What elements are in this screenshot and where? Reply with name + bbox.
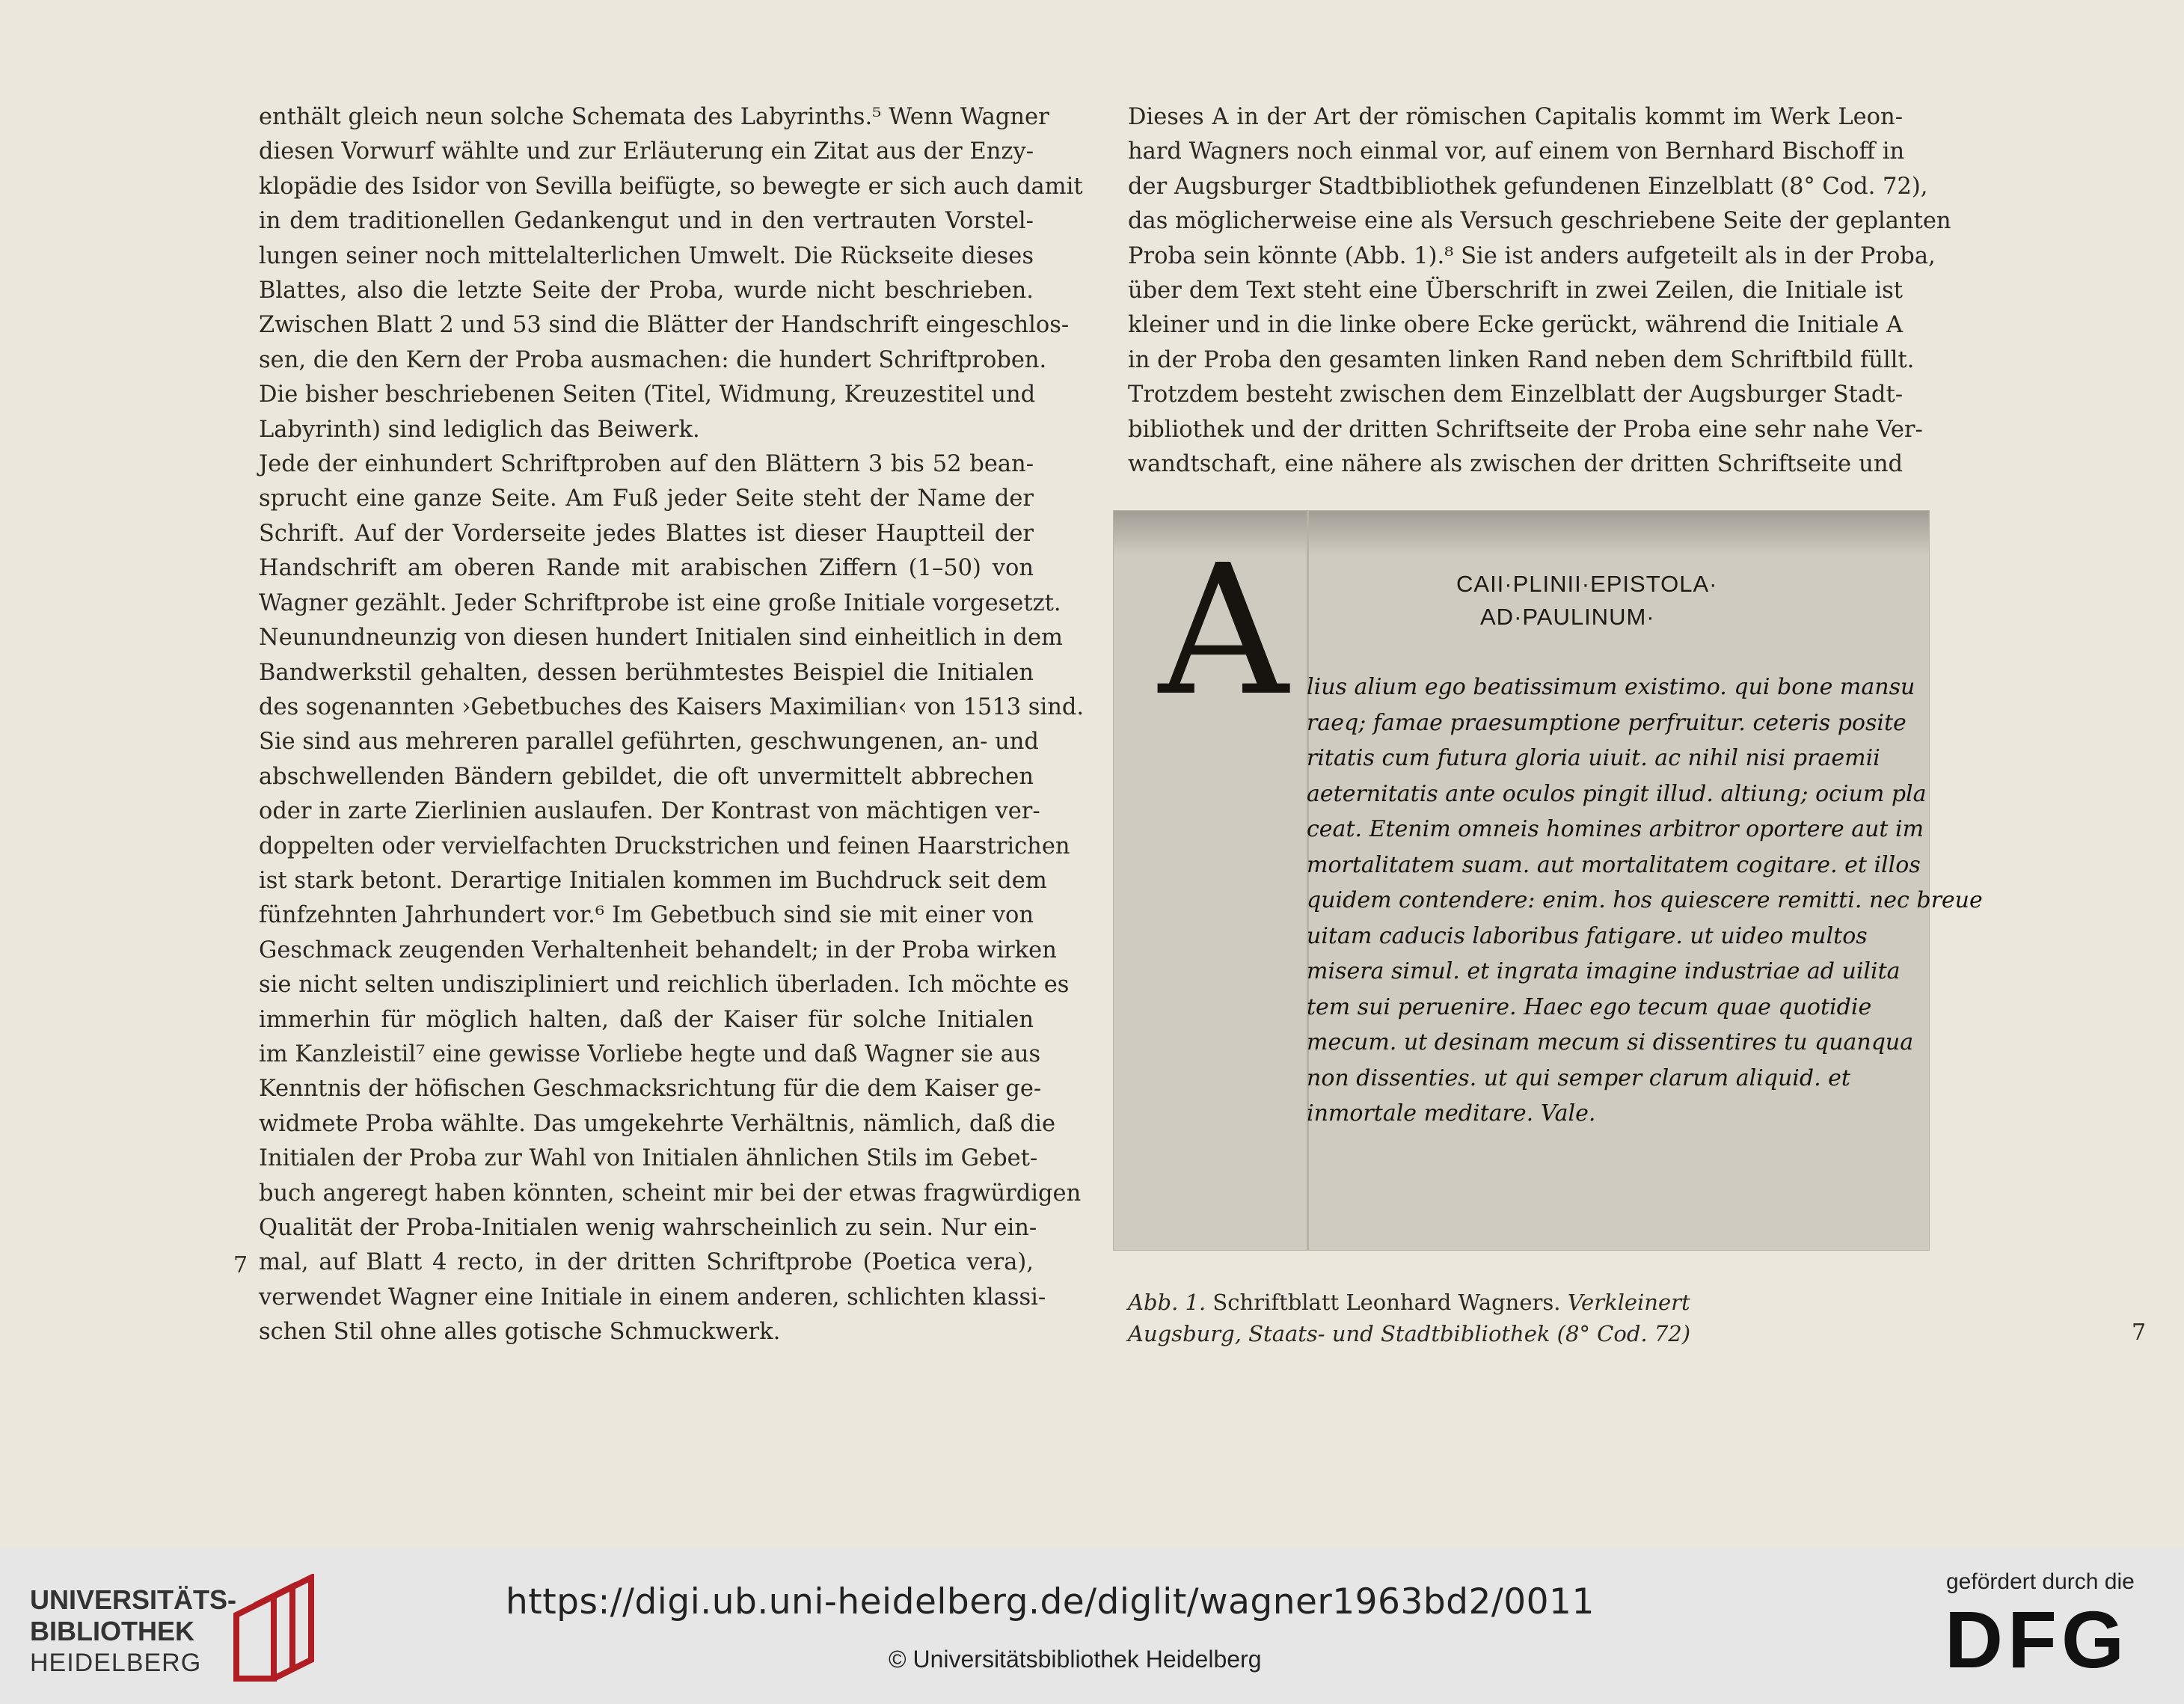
text-line: sie nicht selten undiszipliniert und reichlich überladen. Ich möchte es bbox=[259, 972, 1070, 999]
text-line: das möglicherweise eine als Versuch geschriebene Seite der geplanten bbox=[1128, 208, 1951, 235]
facsimile-initial: A bbox=[1159, 526, 1289, 735]
caption-text: Schriftblatt Leonhard Wagners. bbox=[1212, 1290, 1561, 1315]
copyright-notice: © Universitätsbibliothek Heidelberg bbox=[889, 1646, 1262, 1673]
facsimile-line: ceat. Etenim omneis homines arbitror oportere aut im bbox=[1307, 816, 1924, 842]
text-line: kleiner und in die linke obere Ecke gerückt, während die Initiale A bbox=[1128, 312, 1903, 339]
facsimile-line: quidem contendere: enim. hos quiescere remitti. nec breue bbox=[1307, 887, 1983, 913]
facsimile-line: ritatis cum futura gloria uiuit. ac nihil nisi praemii bbox=[1307, 745, 1880, 771]
text-line: in dem traditionellen Gedankengut und in den vertrauten Vorstel- bbox=[259, 208, 1034, 235]
library-name bbox=[30, 1584, 254, 1679]
text-line: Wagner gezählt. Jeder Schriftprobe ist eine große Initiale vorgesetzt. bbox=[259, 589, 1061, 616]
text-line: Qualität der Proba-Initialen wenig wahrscheinlich zu sein. Nur ein- bbox=[259, 1215, 1037, 1241]
text-line: enthält gleich neun solche Schemata des Labyrinths.⁵ Wenn Wagner bbox=[259, 104, 1049, 130]
facsimile-line: mecum. ut desinam mecum si dissentires tu quanqua bbox=[1307, 1029, 1914, 1055]
funder-label: gefördert durch die bbox=[1946, 1569, 2135, 1594]
figure-caption bbox=[1128, 1287, 1690, 1349]
left-text-column bbox=[259, 100, 1085, 1350]
text-line: widmete Proba wählte. Das umgekehrte Verhältnis, nämlich, daß die bbox=[259, 1110, 1056, 1137]
text-line: doppelten oder vervielfachten Druckstrichen und feinen Haarstrichen bbox=[259, 833, 1070, 859]
caption-label: Abb. 1. bbox=[1128, 1290, 1206, 1315]
text-line: Labyrinth) sind lediglich das Beiwerk. bbox=[259, 416, 700, 443]
text-line: sprucht eine ganze Seite. Am Fuß jeder Seite steht der Name der bbox=[259, 485, 1034, 512]
text-line: ist stark betont. Derartige Initialen kommen im Buchdruck seit dem bbox=[259, 867, 1047, 894]
caption-note: Verkleinert bbox=[1567, 1290, 1690, 1315]
text-line: Sie sind aus mehreren parallel geführten, geschwungenen, an- und bbox=[259, 729, 1039, 756]
text-line: hard Wagners noch einmal vor, auf einem von Bernhard Bischoff in bbox=[1128, 138, 1905, 165]
dfg-logo[interactable]: DFG bbox=[1945, 1594, 2129, 1685]
text-line: sen, die den Kern der Proba ausmachen: die hundert Schriftproben. bbox=[259, 346, 1047, 373]
text-line: Trotzdem besteht zwischen dem Einzelblatt der Augsburger Stadt- bbox=[1128, 381, 1903, 408]
text-line: Die bisher beschriebenen Seiten (Titel, Widmung, Kreuzestitel und bbox=[259, 381, 1036, 408]
text-line: diesen Vorwurf wählte und zur Erläuterung ein Zitat aus der Enzy- bbox=[259, 138, 1034, 165]
facsimile-line: mortalitatem suam. aut mortalitatem cogitare. et illos bbox=[1307, 851, 1921, 878]
text-line: abschwellenden Bändern gebildet, die oft unvermittelt abbrechen bbox=[259, 763, 1034, 790]
text-line: fünfzehnten Jahrhundert vor.⁶ Im Gebetbuch sind sie mit einer von bbox=[259, 902, 1034, 929]
facsimile-line: aeternitatis ante oculos pingit illud. altiung; ocium pla bbox=[1307, 780, 1927, 807]
library-name-line-2: BIBLIOTHEK bbox=[30, 1616, 194, 1646]
text-line: der Augsburger Stadtbibliothek gefundenen Einzelblatt (8° Cod. 72), bbox=[1128, 173, 1928, 200]
text-line: klopädie des Isidor von Sevilla beifügte, so bewegte er sich auch damit bbox=[259, 173, 1083, 200]
left-paragraph bbox=[259, 100, 1085, 1350]
library-book-icon bbox=[221, 1574, 334, 1686]
text-line: Zwischen Blatt 2 und 53 sind die Blätter der Handschrift eingeschlos- bbox=[259, 312, 1070, 339]
library-name-line-3: HEIDELBERG bbox=[30, 1649, 202, 1677]
text-line: Initialen der Proba zur Wahl von Initialen ähnlichen Stils im Gebet- bbox=[259, 1145, 1038, 1172]
facsimile-line: misera simul. et ingrata imagine industriae ad uilita bbox=[1307, 958, 1901, 984]
text-line: über dem Text steht eine Überschrift in zwei Zeilen, die Initiale ist bbox=[1128, 278, 1903, 304]
facsimile-figure bbox=[1113, 510, 1983, 1251]
right-paragraph bbox=[1128, 100, 1951, 482]
text-line: Dieses A in der Art der römischen Capitalis kommt im Werk Leon- bbox=[1128, 104, 1903, 130]
text-line: des sogenannten ›Gebetbuches des Kaisers Maximilian‹ von 1513 sind. bbox=[259, 693, 1085, 720]
text-line: Proba sein könnte (Abb. 1).⁸ Sie ist anders aufgeteilt als in der Proba, bbox=[1128, 242, 1936, 269]
text-line: Geschmack zeugenden Verhaltenheit behandelt; in der Proba wirken bbox=[259, 937, 1057, 963]
permalink-url[interactable]: https://digi.ub.uni-heidelberg.de/diglit/wagner1963bd2/0011 bbox=[506, 1581, 1595, 1622]
facsimile-line: raeq; famae praesumptione perfruitur. ceteris posite bbox=[1307, 709, 1907, 736]
text-line: lungen seiner noch mittelalterlichen Umwelt. Die Rückseite dieses bbox=[259, 242, 1034, 269]
facsimile-heading-2: AD·PAULINUM· bbox=[1480, 604, 1655, 630]
library-name-line-1: UNIVERSITÄTS- bbox=[30, 1584, 237, 1615]
facsimile-line: inmortale meditare. Vale. bbox=[1307, 1100, 1596, 1127]
facsimile-line: uitam caducis laboribus fatigare. ut uideo multos bbox=[1307, 922, 1868, 949]
text-line: Handschrift am oberen Rande mit arabischen Ziffern (1–50) von bbox=[259, 555, 1034, 582]
text-line: verwendet Wagner eine Initiale in einem anderen, schlichten klassi- bbox=[259, 1284, 1046, 1311]
text-line: Schrift. Auf der Vorderseite jedes Blattes ist dieser Hauptteil der bbox=[259, 520, 1034, 547]
facsimile-heading-1: CAII·PLINII·EPISTOLA· bbox=[1456, 571, 1718, 597]
facsimile-line: lius alium ego beatissimum existimo. qui bone mansu bbox=[1307, 674, 1915, 700]
text-line: bibliothek und der dritten Schriftseite der Proba eine sehr nahe Ver- bbox=[1128, 416, 1923, 443]
footer-bar bbox=[0, 1548, 2184, 1704]
text-line: Blattes, also die letzte Seite der Proba, wurde nicht beschrieben. bbox=[259, 278, 1034, 304]
text-line: schen Stil ohne alles gotische Schmuckwerk. bbox=[259, 1319, 781, 1346]
facsimile-line: non dissenties. ut qui semper clarum aliquid. et bbox=[1307, 1064, 1850, 1091]
caption-location: Augsburg, Staats- und Stadtbibliothek (8° Cod. 72) bbox=[1128, 1321, 1691, 1346]
facsimile-script-text bbox=[1307, 669, 1983, 1132]
text-line: in der Proba den gesamten linken Rand neben dem Schriftbild füllt. bbox=[1128, 346, 1915, 373]
text-line: buch angeregt haben könnten, scheint mir bei der etwas fragwürdigen bbox=[259, 1180, 1082, 1207]
text-line: Bandwerkstil gehalten, dessen berühmtestes Beispiel die Initialen bbox=[259, 659, 1034, 686]
text-line: wandtschaft, eine nähere als zwischen der dritten Schriftseite und bbox=[1128, 451, 1903, 478]
text-line: oder in zarte Zierlinien auslaufen. Der Kontrast von mächtigen ver- bbox=[259, 798, 1040, 825]
text-line: mal, auf Blatt 4 recto, in der dritten Schriftprobe (Poetica vera), bbox=[259, 1249, 1034, 1276]
text-line: Jede der einhundert Schriftproben auf den Blättern 3 bis 52 bean- bbox=[259, 451, 1034, 478]
margin-line-number: 7 bbox=[233, 1252, 248, 1278]
text-line: immerhin für möglich halten, daß der Kaiser für solche Initialen bbox=[259, 1006, 1034, 1033]
text-line: Kenntnis der höfischen Geschmacksrichtung für die dem Kaiser ge- bbox=[259, 1076, 1042, 1103]
facsimile-line: tem sui peruenire. Haec ego tecum quae quotidie bbox=[1307, 993, 1872, 1020]
text-line: Neunundneunzig von diesen hundert Initialen sind einheitlich in dem bbox=[259, 625, 1063, 652]
text-line: im Kanzleistil⁷ eine gewisse Vorliebe hegte und daß Wagner sie aus bbox=[259, 1041, 1041, 1067]
right-text-column bbox=[1128, 100, 1951, 482]
page-number: 7 bbox=[2132, 1320, 2147, 1346]
